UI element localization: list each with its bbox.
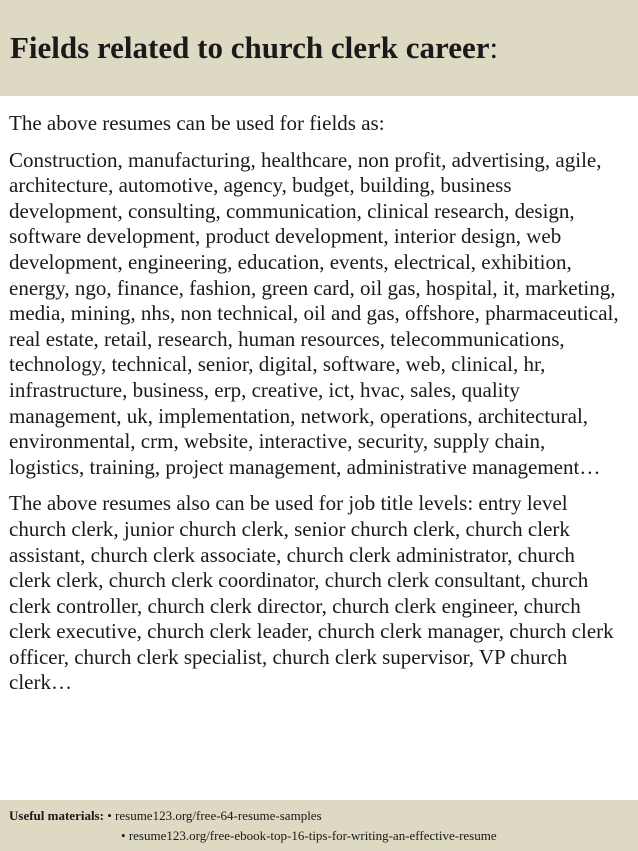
useful-materials — [9, 806, 634, 846]
fields-paragraph: Construction, manufacturing, healthcare, non profit, advertising, agile, architecture, automotive, agency, budget, building, business development, consulting, communication, clinical research, design, software development, product development, interior design, web development, engineering, education, events, electrical, exhibition, energy, ngo, finance, fashion, green card, oil gas, hospital, it, marketing, media, mining, nhs, non technical, oil and gas, offshore, pharmaceutical, real estate, retail, research, human resources, telecommunications, technology, technical, senior, digital, software, web, clinical, hr, infrastructure, business, erp, creative, ict, hvac, sales, quality management, uk, implementation, network, operations, architectural, environmental, crm, website, interactive, security, supply chain, logistics, training, project management, administrative management… — [9, 147, 619, 479]
useful-materials-label-colon: : — [99, 808, 104, 823]
bullet-icon: • — [107, 808, 112, 823]
page-title-text: Fields related to church clerk career — [10, 30, 490, 65]
main-content — [9, 111, 634, 707]
footer-row-1 — [9, 806, 634, 826]
useful-materials-label — [9, 808, 104, 823]
job-levels-paragraph: The above resumes also can be used for job title levels: entry level church clerk, junior church clerk, senior church clerk, church clerk assistant, church clerk associate, church clerk administrator, church clerk clerk, church clerk coordinator, church clerk consultant, church clerk controller, church clerk director, church clerk engineer, church clerk executive, church clerk leader, church clerk manager, church clerk officer, church clerk specialist, church clerk supervisor, VP church clerk… — [9, 491, 614, 695]
footer-link-resume-samples[interactable]: resume123.org/free-64-resume-samples — [115, 808, 322, 823]
footer-link-ebook-tips[interactable]: resume123.org/free-ebook-top-16-tips-for-writing-an-effective-resume — [128, 828, 497, 843]
bullet-icon: • — [121, 828, 126, 843]
footer-band — [0, 800, 638, 851]
intro-text: The above resumes can be used for fields as: — [9, 111, 385, 135]
page-title — [10, 30, 498, 66]
useful-materials-label-text: Useful materials — [9, 808, 100, 823]
footer-row-2 — [9, 826, 634, 846]
header-band — [0, 0, 638, 96]
page-title-colon: : — [489, 30, 499, 65]
